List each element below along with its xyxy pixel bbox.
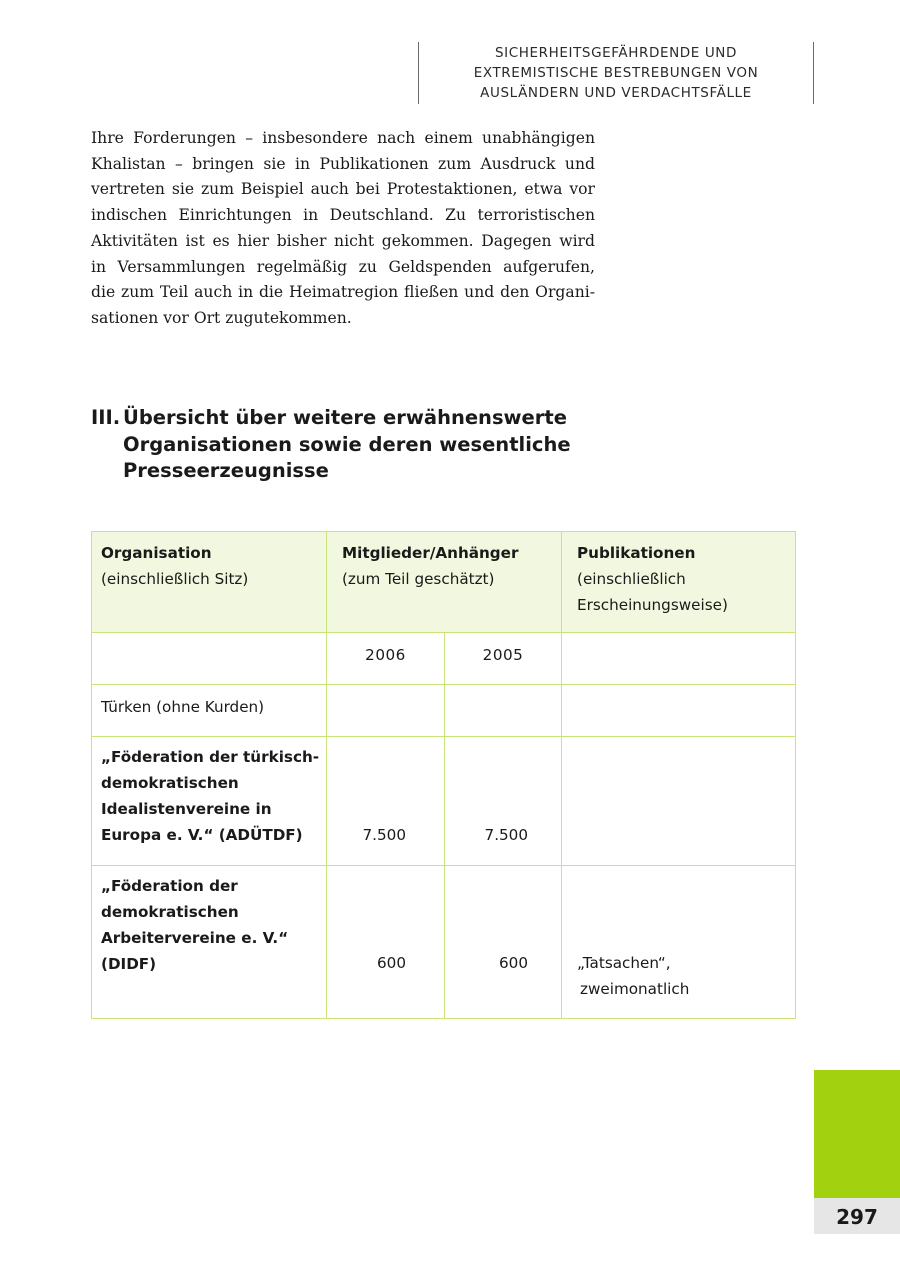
header-organisation-title: Organisation xyxy=(101,544,212,562)
header-members-subtitle: (zum Teil geschätzt) xyxy=(342,570,495,588)
running-head-line: SICHERHEITSGEFÄHRDENDE UND xyxy=(494,45,737,61)
members-2006-cell xyxy=(327,737,445,866)
organisation-name-line: (DIDF) xyxy=(101,955,157,973)
section-title-line: Organisationen sowie deren wesentliche xyxy=(123,432,571,456)
header-members xyxy=(327,532,562,633)
organisation-name-line: demokratischen xyxy=(101,774,239,792)
table-cell xyxy=(562,685,796,737)
header-publications xyxy=(562,532,796,633)
members-2005-value: 7.500 xyxy=(484,826,529,844)
members-2005-cell xyxy=(445,866,562,1019)
header-publications-subtitle: Erscheinungsweise) xyxy=(577,596,728,614)
members-2005-value: 600 xyxy=(499,954,529,972)
members-2006-cell xyxy=(327,866,445,1019)
table-cell xyxy=(562,633,796,685)
body-line: die zum Teil auch in die Heimatregion fließen und den Organi- xyxy=(91,283,595,302)
chapter-tab-marker xyxy=(814,1070,900,1198)
organisation-name-line: „Föderation der türkisch- xyxy=(101,748,320,766)
publication-cell xyxy=(562,866,796,1019)
publication-frequency: zweimonatlich xyxy=(580,980,690,998)
section-title-line: Presseerzeugnisse xyxy=(123,459,329,482)
table-year-row xyxy=(92,633,796,685)
body-line: Khalistan – bringen sie in Publikationen zum Ausdruck und xyxy=(91,154,595,173)
publication-title: „Tatsachen“, xyxy=(577,954,671,972)
members-2006-value: 600 xyxy=(377,954,406,972)
group-label-cell xyxy=(92,685,327,737)
table-cell xyxy=(92,633,327,685)
organisation-name-line: Idealistenvereine in xyxy=(101,800,272,818)
section-number: III. xyxy=(91,406,121,429)
organisation-name-line: „Föderation der xyxy=(101,877,238,895)
publication-cell xyxy=(562,737,796,866)
body-paragraph xyxy=(91,126,595,332)
running-head-line: EXTREMISTISCHE BESTREBUNGEN VON xyxy=(473,65,759,81)
body-line: Ihre Forderungen – insbesondere nach einem unabhängigen xyxy=(91,129,595,147)
running-head-line: AUSLÄNDERN UND VERDACHTSFÄLLE xyxy=(480,85,752,101)
header-organisation-subtitle: (einschließlich Sitz) xyxy=(101,570,249,588)
body-line: vertreten sie zum Beispiel auch bei Protestaktionen, etwa vor xyxy=(91,180,595,199)
header-organisation xyxy=(92,532,327,633)
year-2006-cell: 2006 xyxy=(327,633,445,685)
body-line: sationen vor Ort zugutekommen. xyxy=(91,308,352,327)
section-title xyxy=(123,405,603,485)
body-line: indischen Einrichtungen in Deutschland. Zu terroristischen xyxy=(91,206,595,225)
organisation-name-line: Arbeitervereine e. V.“ xyxy=(101,929,289,947)
table-cell xyxy=(327,685,445,737)
organisation-name-line: demokratischen xyxy=(101,903,239,921)
group-label: Türken (ohne Kurden) xyxy=(101,698,265,716)
body-line: Aktivitäten ist es hier bisher nicht gekommen. Dagegen wird xyxy=(91,231,595,250)
organisation-cell xyxy=(92,737,327,866)
body-line: in Versammlungen regelmäßig zu Geldspenden aufgerufen, xyxy=(91,257,595,276)
table-header-row xyxy=(92,532,796,633)
members-2005-cell xyxy=(445,737,562,866)
members-2006-value: 7.500 xyxy=(362,826,406,844)
running-head xyxy=(418,42,814,104)
table-cell xyxy=(445,685,562,737)
table-group-row xyxy=(92,685,796,737)
header-publications-subtitle: (einschließlich xyxy=(577,570,686,588)
year-2005-cell: 2005 xyxy=(445,633,562,685)
organisation-name-line: Europa e. V.“ (ADÜTDF) xyxy=(101,826,303,844)
organisations-table xyxy=(91,531,796,1019)
table-row xyxy=(92,866,796,1019)
section-title-line: Übersicht über weitere erwähnenswerte xyxy=(123,406,567,429)
table-row xyxy=(92,737,796,866)
page-number: 297 xyxy=(814,1198,900,1234)
organisation-cell xyxy=(92,866,327,1019)
header-members-title: Mitglieder/Anhänger xyxy=(342,544,519,562)
header-publications-title: Publikationen xyxy=(577,544,696,562)
